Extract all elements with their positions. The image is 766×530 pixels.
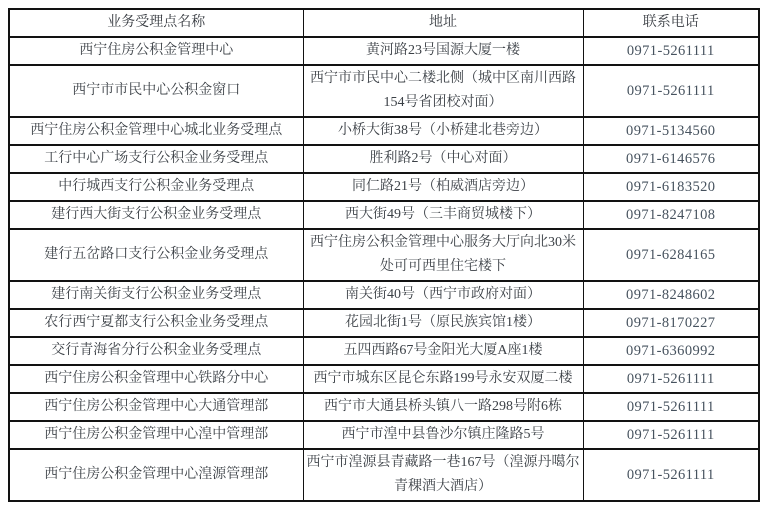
address-cell: 西宁市市民中心二楼北侧（城中区南川西路154号省团校对面）: [303, 65, 583, 117]
service-point-name-cell: 西宁住房公积金管理中心铁路分中心: [9, 365, 303, 393]
phone-cell: 0971-5134560: [583, 117, 759, 145]
column-header-phone: 联系电话: [583, 9, 759, 37]
phone-cell: 0971-5261111: [583, 393, 759, 421]
table-row: [9, 117, 759, 145]
address-cell: 西宁市湟中县鲁沙尔镇庄隆路5号: [303, 421, 583, 449]
table-row: [9, 309, 759, 337]
address-cell: 小桥大街38号（小桥建北巷旁边）: [303, 117, 583, 145]
table-row: [9, 281, 759, 309]
table-row: [9, 337, 759, 365]
address-cell: 黄河路23号国源大厦一楼: [303, 37, 583, 65]
table-row: [9, 421, 759, 449]
phone-cell: 0971-8170227: [583, 309, 759, 337]
fund-service-points-table: [8, 8, 760, 502]
phone-cell: 0971-6146576: [583, 145, 759, 173]
address-cell: 五四西路67号金阳光大厦A座1楼: [303, 337, 583, 365]
service-point-name-cell: 西宁住房公积金管理中心城北业务受理点: [9, 117, 303, 145]
service-point-name-cell: 工行中心广场支行公积金业务受理点: [9, 145, 303, 173]
service-point-name-cell: 中行城西支行公积金业务受理点: [9, 173, 303, 201]
table-row: [9, 449, 759, 501]
table-row: [9, 145, 759, 173]
phone-cell: 0971-5261111: [583, 449, 759, 501]
phone-cell: 0971-5261111: [583, 365, 759, 393]
service-point-name-cell: 西宁住房公积金管理中心湟中管理部: [9, 421, 303, 449]
service-point-name-cell: 建行南关街支行公积金业务受理点: [9, 281, 303, 309]
phone-cell: 0971-5261111: [583, 37, 759, 65]
phone-cell: 0971-8248602: [583, 281, 759, 309]
column-header-name: 业务受理点名称: [9, 9, 303, 37]
table-row: [9, 365, 759, 393]
address-cell: 西宁市大通县桥头镇八一路298号附6栋: [303, 393, 583, 421]
table-header-row: [9, 9, 759, 37]
phone-cell: 0971-6284165: [583, 229, 759, 281]
address-cell: 同仁路21号（柏威酒店旁边）: [303, 173, 583, 201]
service-point-name-cell: 西宁住房公积金管理中心大通管理部: [9, 393, 303, 421]
table-row: [9, 201, 759, 229]
phone-cell: 0971-6360992: [583, 337, 759, 365]
service-point-name-cell: 西宁住房公积金管理中心: [9, 37, 303, 65]
address-cell: 西宁住房公积金管理中心服务大厅向北30米处可可西里住宅楼下: [303, 229, 583, 281]
service-point-name-cell: 交行青海省分行公积金业务受理点: [9, 337, 303, 365]
address-cell: 西宁市城东区昆仑东路199号永安双厦二楼: [303, 365, 583, 393]
service-point-name-cell: 农行西宁夏都支行公积金业务受理点: [9, 309, 303, 337]
fund-service-points-table-wrap: [8, 8, 760, 502]
table-row: [9, 65, 759, 117]
service-point-name-cell: 西宁市市民中心公积金窗口: [9, 65, 303, 117]
address-cell: 西大街49号（三丰商贸城楼下）: [303, 201, 583, 229]
service-point-name-cell: 西宁住房公积金管理中心湟源管理部: [9, 449, 303, 501]
phone-cell: 0971-5261111: [583, 421, 759, 449]
address-cell: 花园北街1号（原民族宾馆1楼）: [303, 309, 583, 337]
table-row: [9, 229, 759, 281]
column-header-address: 地址: [303, 9, 583, 37]
address-cell: 南关街40号（西宁市政府对面）: [303, 281, 583, 309]
service-point-name-cell: 建行五岔路口支行公积金业务受理点: [9, 229, 303, 281]
table-row: [9, 393, 759, 421]
address-cell: 胜利路2号（中心对面）: [303, 145, 583, 173]
phone-cell: 0971-5261111: [583, 65, 759, 117]
service-point-name-cell: 建行西大街支行公积金业务受理点: [9, 201, 303, 229]
phone-cell: 0971-8247108: [583, 201, 759, 229]
phone-cell: 0971-6183520: [583, 173, 759, 201]
address-cell: 西宁市湟源县青藏路一巷167号（湟源丹噶尔青稞酒大酒店）: [303, 449, 583, 501]
table-row: [9, 173, 759, 201]
table-row: [9, 37, 759, 65]
